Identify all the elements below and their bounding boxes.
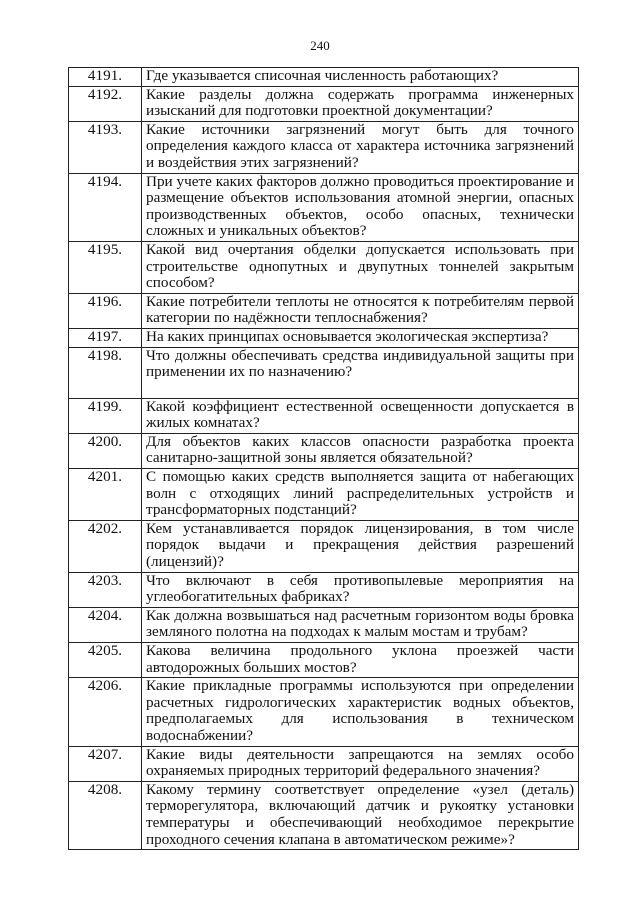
question-number: 4201. — [69, 469, 142, 521]
question-text: Какие разделы должна содержать программа инженерных изысканий для подготовки проектной документации? — [142, 86, 579, 121]
question-number: 4194. — [69, 173, 142, 241]
question-text: Где указывается списочная численность работающих? — [142, 68, 579, 87]
question-row — [69, 398, 579, 433]
question-row — [69, 643, 579, 678]
question-row — [69, 173, 579, 241]
question-row — [69, 572, 579, 607]
question-number: 4199. — [69, 398, 142, 433]
question-text: Какие источники загрязнений могут быть для точного определения каждого класса от характера источника загрязнений и воздействия этих загрязнений? — [142, 121, 579, 173]
question-number: 4204. — [69, 607, 142, 642]
question-number: 4197. — [69, 328, 142, 347]
question-text: На каких принципах основывается экологическая экспертиза? — [142, 328, 579, 347]
question-number: 4203. — [69, 572, 142, 607]
question-text: Какому термину соответствует определение «узел (деталь) терморегулятора, включающий датчик и рукоятку установки температуры и обеспечивающий необходимое перекрытие проходного сечения клапана в автоматическом режиме»? — [142, 781, 579, 849]
question-number: 4206. — [69, 678, 142, 746]
question-text: Какой коэффициент естественной освещенности допускается в жилых комнатах? — [142, 398, 579, 433]
question-number: 4205. — [69, 643, 142, 678]
question-text: Какие потребители теплоты не относятся к потребителям первой категории по надёжности теплоснабжения? — [142, 293, 579, 328]
question-row — [69, 86, 579, 121]
question-number: 4191. — [69, 68, 142, 87]
question-text: Какой вид очертания обделки допускается использовать при строительстве однопутных и двупутных тоннелей закрытым способом? — [142, 241, 579, 293]
question-row — [69, 328, 579, 347]
question-row — [69, 121, 579, 173]
question-text: Какие виды деятельности запрещаются на землях особо охраняемых природных территорий федерального значения? — [142, 746, 579, 781]
question-text: Какова величина продольного уклона проезжей части автодорожных больших мостов? — [142, 643, 579, 678]
question-row — [69, 347, 579, 398]
questions-table-body — [69, 68, 579, 850]
question-row — [69, 68, 579, 87]
question-row — [69, 520, 579, 572]
question-row — [69, 678, 579, 746]
question-text: Что включают в себя противопылевые мероприятия на углеобогатительных фабриках? — [142, 572, 579, 607]
question-number: 4198. — [69, 347, 142, 398]
question-number: 4208. — [69, 781, 142, 849]
question-number: 4195. — [69, 241, 142, 293]
question-number: 4207. — [69, 746, 142, 781]
questions-table — [68, 67, 579, 850]
question-number: 4200. — [69, 433, 142, 468]
question-row — [69, 433, 579, 468]
question-row — [69, 607, 579, 642]
question-row — [69, 241, 579, 293]
question-number: 4192. — [69, 86, 142, 121]
question-text: Как должна возвышаться над расчетным горизонтом воды бровка земляного полотна на подходах к малым мостам и трубам? — [142, 607, 579, 642]
question-row — [69, 293, 579, 328]
question-number: 4193. — [69, 121, 142, 173]
question-row — [69, 469, 579, 521]
question-number: 4202. — [69, 520, 142, 572]
question-text: При учете каких факторов должно проводиться проектирование и размещение объектов использования атомной энергии, опасных производственных объектов, особо опасных, технически сложных и уникальных объектов? — [142, 173, 579, 241]
question-row — [69, 746, 579, 781]
page-number: 240 — [310, 38, 330, 53]
question-text: Кем устанавливается порядок лицензирования, в том числе порядок выдачи и прекращения действия разрешений (лицензий)? — [142, 520, 579, 572]
question-text: Что должны обеспечивать средства индивидуальной защиты при применении их по назначению? — [142, 347, 579, 398]
question-text: Для объектов каких классов опасности разработка проекта санитарно-защитной зоны является обязательной? — [142, 433, 579, 468]
question-text: Какие прикладные программы используются при определении расчетных гидрологических характеристик водных объектов, предполагаемых для использования в техническом водоснабжении? — [142, 678, 579, 746]
question-number: 4196. — [69, 293, 142, 328]
question-text: С помощью каких средств выполняется защита от набегающих волн с отходящих линий распределительных устройств и трансформаторных подстанций? — [142, 469, 579, 521]
question-row — [69, 781, 579, 849]
